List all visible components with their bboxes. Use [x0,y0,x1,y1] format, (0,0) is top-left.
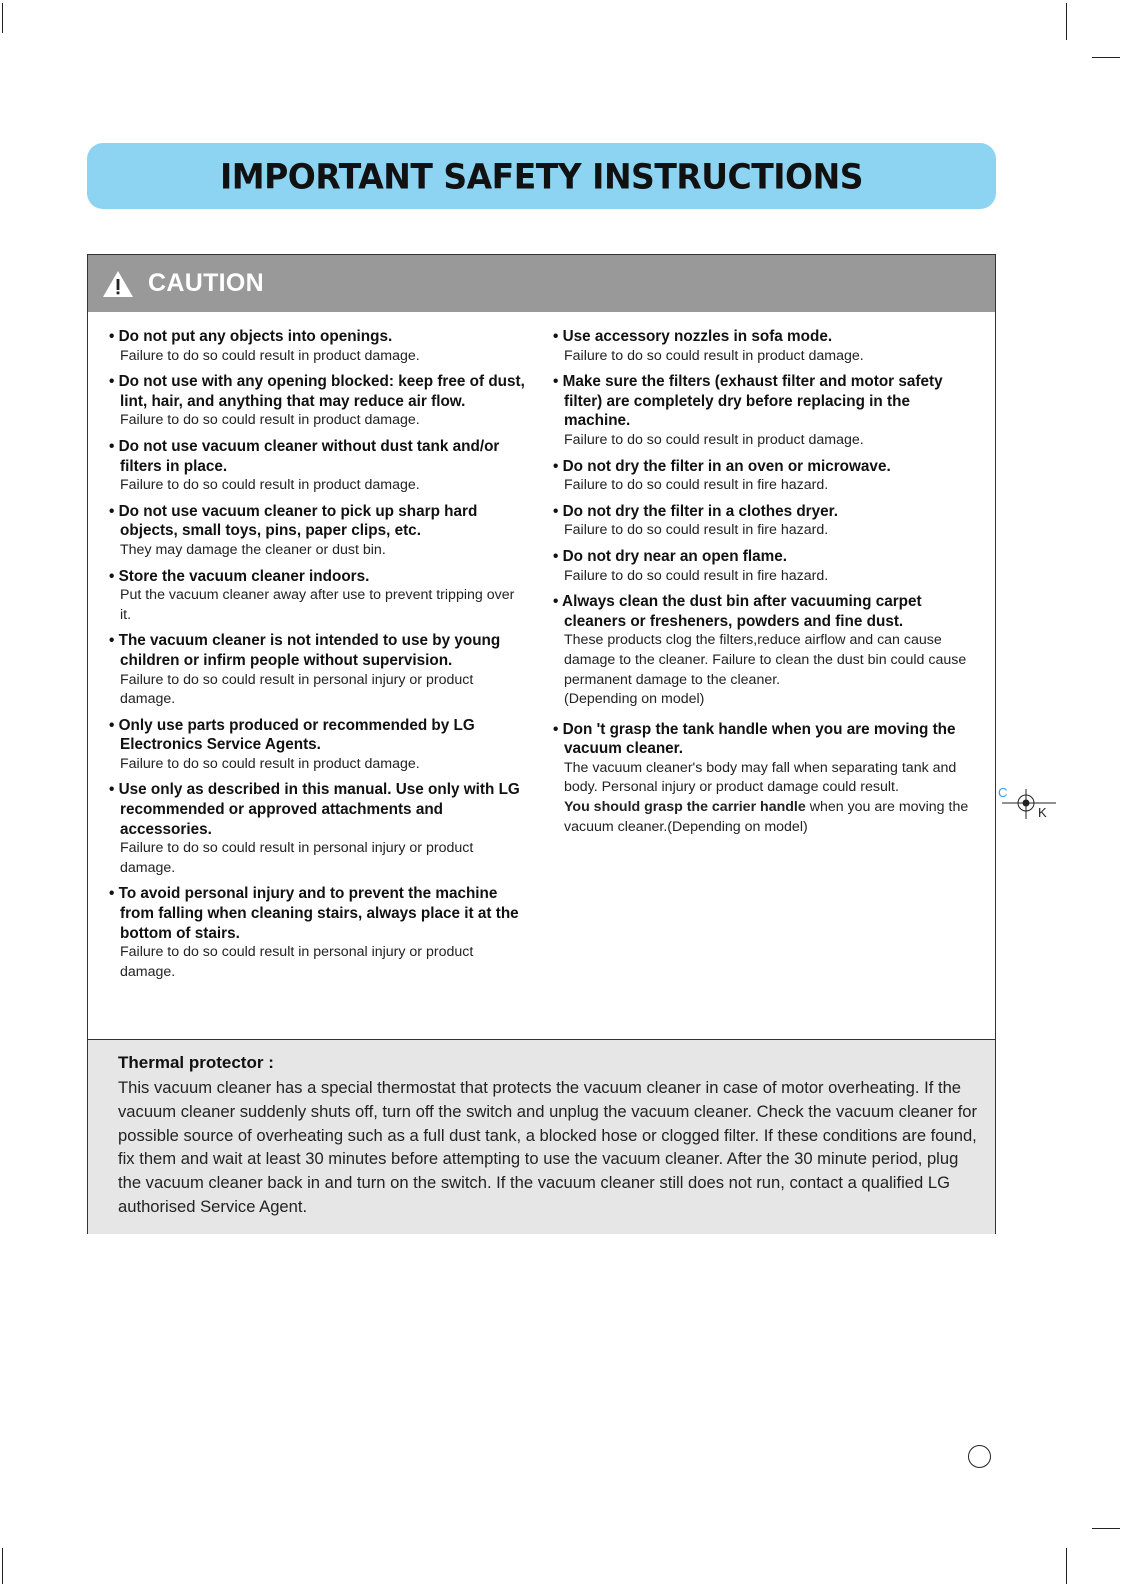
caution-item [553,502,978,541]
caution-item-title: • The vacuum cleaner is not intended to use by young children or infirm people without supervision. [109,632,501,669]
caution-item-title: • Do not dry the filter in an oven or microwave. [553,457,891,475]
caution-item-desc-bold: You should grasp the carrier handle [564,799,806,816]
caution-item [109,327,529,366]
caution-item-desc [553,759,978,837]
caution-item-desc: Put the vacuum cleaner away after use to prevent tripping over it. [120,587,515,623]
caution-box [87,254,996,1234]
caution-item-desc: Failure to do so could result in product damage. [120,477,420,494]
caution-item-title: • Use only as described in this manual. Use only with LG recommended or approved attachments and accessories. [109,781,520,838]
caution-item [553,720,978,838]
caution-item-desc: Failure to do so could result in personal injury or product damage. [120,944,474,980]
regmark-c-label: C [998,785,1008,800]
caution-item-desc: Failure to do so could result in product damage. [564,431,864,448]
caution-item [553,327,978,366]
page-number-circle [968,1445,991,1468]
caution-item-title: • Use accessory nozzles in sofa mode. [553,328,833,345]
caution-item-desc: Failure to do so could result in fire hazard. [564,567,829,584]
thermal-protector-title: Thermal protector : [118,1053,274,1072]
thermal-protector-box [88,1039,995,1234]
caution-item [553,592,978,710]
registration-mark [998,785,1058,825]
caution-item-desc: Failure to do so could result in fire hazard. [564,477,829,494]
caution-left-column [109,327,529,988]
caution-item [109,372,529,431]
caution-item [553,547,978,586]
caution-item [553,457,978,496]
thermal-protector-body: This vacuum cleaner has a special thermostat that protects the vacuum cleaner in case of motor overheating. If the vacuum cleaner suddenly shuts off, turn off the switch and unplug the vacuum cleaner. Check the vacuum cleaner for possible source of overheating such as a full dust tank, a blocked hose or clogged filter. If these conditions are found, fix them and wait at least 30 minutes before attempting to use the vacuum cleaner. After the 30 minute period, plug the vacuum cleaner back in and turn on the switch. If the vacuum cleaner still does not run, contact a qualified LG authorised Service Agent. [118,1078,978,1216]
crop-mark [1066,1548,1067,1584]
caution-item-desc: Failure to do so could result in product damage. [120,412,420,429]
caution-item [553,372,978,450]
caution-item-title: • Do not use with any opening blocked: keep free of dust, lint, hair, and anything that may reduce air flow. [109,373,525,410]
crop-mark [1092,1528,1120,1529]
caution-item-desc: Failure to do so could result in product damage. [564,347,864,364]
caution-item-title: • Don 't grasp the tank handle when you are moving the vacuum cleaner. [553,720,956,758]
caution-item-title: • Make sure the filters (exhaust filter and motor safety filter) are completely dry before replacing in the machine. [553,373,943,430]
regmark-k-label: K [1038,805,1047,820]
crop-mark [2,1548,3,1584]
caution-item-note: (Depending on model) [564,691,705,708]
caution-item-title: • Do not use vacuum cleaner without dust tank and/or filters in place. [109,437,500,475]
crop-mark [2,3,3,33]
caution-header [88,255,995,312]
title-banner [87,143,996,209]
caution-item-desc: Failure to do so could result in product damage. [120,755,420,772]
caution-item-title: • Do not use vacuum cleaner to pick up sharp hard objects, small toys, pins, paper clips, etc. [109,502,478,540]
caution-item-desc: They may damage the cleaner or dust bin. [120,541,386,558]
caution-item-title: • Do not put any objects into openings. [109,328,393,345]
caution-item [109,631,529,709]
caution-item [109,567,529,626]
page-title: IMPORTANT SAFETY INSTRUCTIONS [219,155,863,197]
caution-item-desc: Failure to do so could result in personal injury or product damage. [120,840,474,876]
caution-item [109,502,529,561]
crosshair-icon [1002,789,1056,819]
crop-mark [1092,57,1120,58]
caution-item [109,716,529,775]
caution-item-title: • Store the vacuum cleaner indoors. [109,567,370,585]
caution-right-column [553,327,978,843]
caution-item-desc: These products clog the filters,reduce airflow and can cause damage to the cleaner. Failure to clean the dust bin could cause permanent damage to the cleaner. [564,632,967,688]
caution-item-title: • Do not dry near an open flame. [553,547,787,565]
caution-item-desc-text: when you are moving the vacuum cleaner.(Depending on model) [564,799,969,835]
caution-item-desc: Failure to do so could result in product damage. [120,347,420,364]
caution-item [109,780,529,878]
warning-triangle-icon [102,270,134,298]
caution-item-title: • Always clean the dust bin after vacuuming carpet cleaners or fresheners, powders and fine dust. [553,593,922,630]
caution-item-desc: Failure to do so could result in fire hazard. [564,522,829,539]
caution-item-desc: Failure to do so could result in personal injury or product damage. [120,671,474,708]
caution-item-title: • Do not dry the filter in a clothes dryer. [553,502,839,520]
caution-item [109,884,529,982]
caution-item-title: • Only use parts produced or recommended by LG Electronics Service Agents. [109,716,475,754]
caution-item-title: • To avoid personal injury and to prevent the machine from falling when cleaning stairs, always place it at the bottom of stairs. [109,885,519,942]
caution-title: CAUTION [148,269,264,297]
crop-mark [1066,3,1067,40]
caution-item [109,437,529,496]
caution-item-desc-text: The vacuum cleaner's body may fall when separating tank and body. Personal injury or product damage could result. [564,759,957,796]
